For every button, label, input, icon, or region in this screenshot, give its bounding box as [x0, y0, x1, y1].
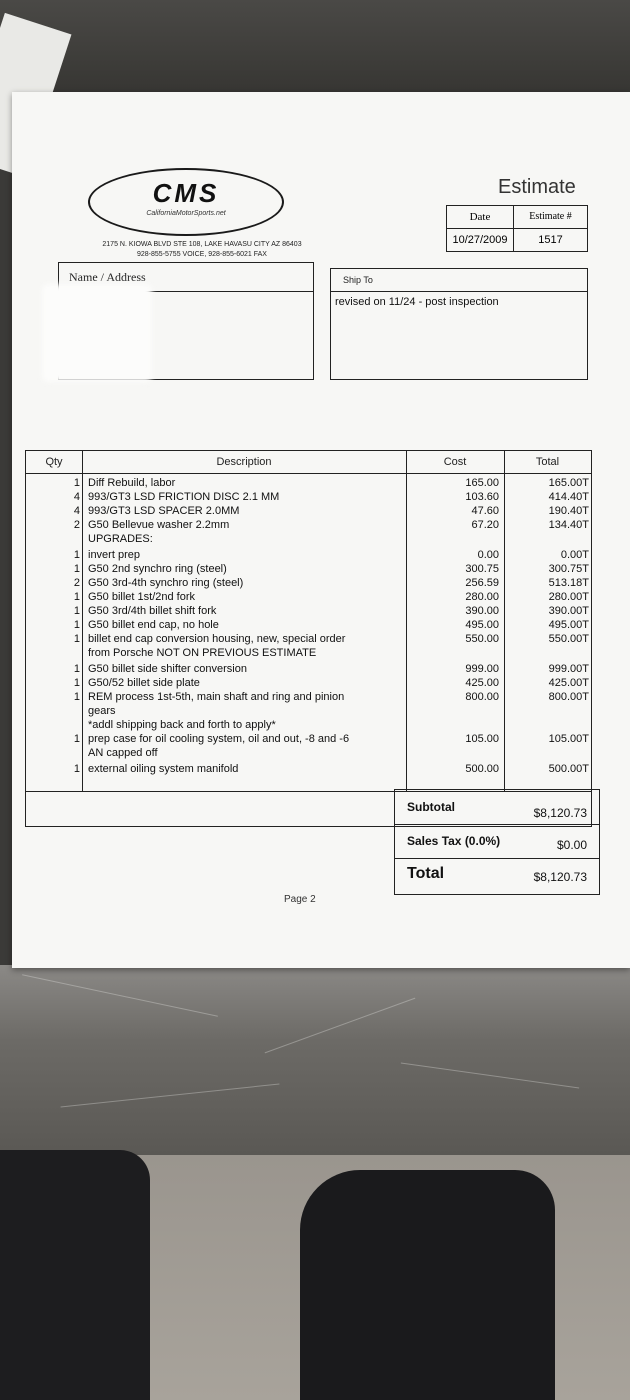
subtotal-value: $8,120.73 [533, 806, 587, 820]
table-row: *addl shipping back and forth to apply* [88, 719, 276, 731]
header-total: Total [535, 456, 560, 468]
table-row: 1 billet end cap conversion housing, new, special order from Porsche NOT ON PREVIOUS ESTIMATE 550.00 550.00T [73, 633, 589, 659]
tax-label: Sales Tax (0.0%) [407, 834, 501, 848]
company-address [72, 240, 332, 260]
header-cost: Cost [443, 456, 467, 468]
table-row: 1 REM process 1st-5th, main shaft and ring and pinion gears 800.00 800.00T [73, 691, 589, 717]
table-row: 4 993/GT3 LSD FRICTION DISC 2.1 MM 103.60 414.40T [73, 491, 589, 503]
document-title: Estimate [498, 176, 576, 198]
table-row: 1 G50/52 billet side plate 425.00 425.00T [73, 677, 589, 689]
estimate-sheet [12, 92, 630, 968]
subtotal-label: Subtotal [407, 800, 455, 814]
table-row: 1 G50 2nd synchro ring (steel) 300.75 300.75T [73, 563, 589, 575]
ship-to-label: Ship To [343, 275, 373, 285]
header-qty: Qty [45, 456, 63, 468]
table-row: 1 G50 billet 1st/2nd fork 280.00 280.00T [73, 591, 589, 603]
total-label: Total [407, 865, 445, 882]
table-row: 1 invert prep 0.00 0.00T [73, 549, 589, 561]
company-logo [88, 168, 284, 236]
address-line-1: 2175 N. KIOWA BLVD STE 108, LAKE HAVASU CITY AZ 86403 [102, 241, 302, 248]
address-line-2: 928-855-5755 VOICE, 928-855-6021 FAX [137, 251, 267, 258]
totals-box [394, 789, 600, 895]
logo-subtext: CaliforniaMotorSports.net [146, 210, 226, 217]
table-row: 2 G50 Bellevue washer 2.2mm 67.20 134.40T [73, 519, 589, 531]
table-row: 1 G50 3rd/4th billet shift fork 390.00 390.00T [73, 605, 589, 617]
leg-left [0, 1150, 150, 1400]
page-number: Page 2 [284, 894, 316, 905]
table-row: UPGRADES: [88, 533, 153, 545]
estimate-number-value: 1517 [538, 234, 563, 246]
redacted-address [42, 284, 152, 382]
table-row: 1 Diff Rebuild, labor 165.00 165.00T [73, 477, 589, 489]
leg-right [300, 1170, 555, 1400]
name-address-label: Name / Address [69, 270, 146, 284]
total-value: $8,120.73 [533, 870, 587, 884]
estimate-number-label: Estimate # [529, 211, 572, 222]
table-row: 1 external oiling system manifold 500.00 500.00T [73, 763, 589, 775]
tax-value: $0.00 [556, 838, 587, 852]
table-row: 1 G50 billet end cap, no hole 495.00 495.00T [73, 619, 589, 631]
items-table [25, 450, 592, 827]
table-row: 2 G50 3rd-4th synchro ring (steel) 256.59 513.18T [73, 577, 589, 589]
date-value: 10/27/2009 [452, 234, 508, 246]
ship-to-note: revised on 11/24 - post inspection [335, 296, 499, 308]
header-description: Description [216, 456, 272, 468]
table-row: 1 prep case for oil cooling system, oil and out, -8 and -6 AN capped off 105.00 105.00T [73, 733, 589, 759]
work-surface [0, 965, 630, 1155]
logo-text: CMS [152, 178, 220, 208]
estimate-info-box [446, 205, 588, 252]
date-label: Date [469, 211, 491, 223]
ship-to-box [330, 268, 588, 380]
table-row: 1 G50 billet side shifter conversion 999.00 999.00T [73, 663, 589, 675]
table-row: 4 993/GT3 LSD SPACER 2.0MM 47.60 190.40T [73, 505, 589, 517]
